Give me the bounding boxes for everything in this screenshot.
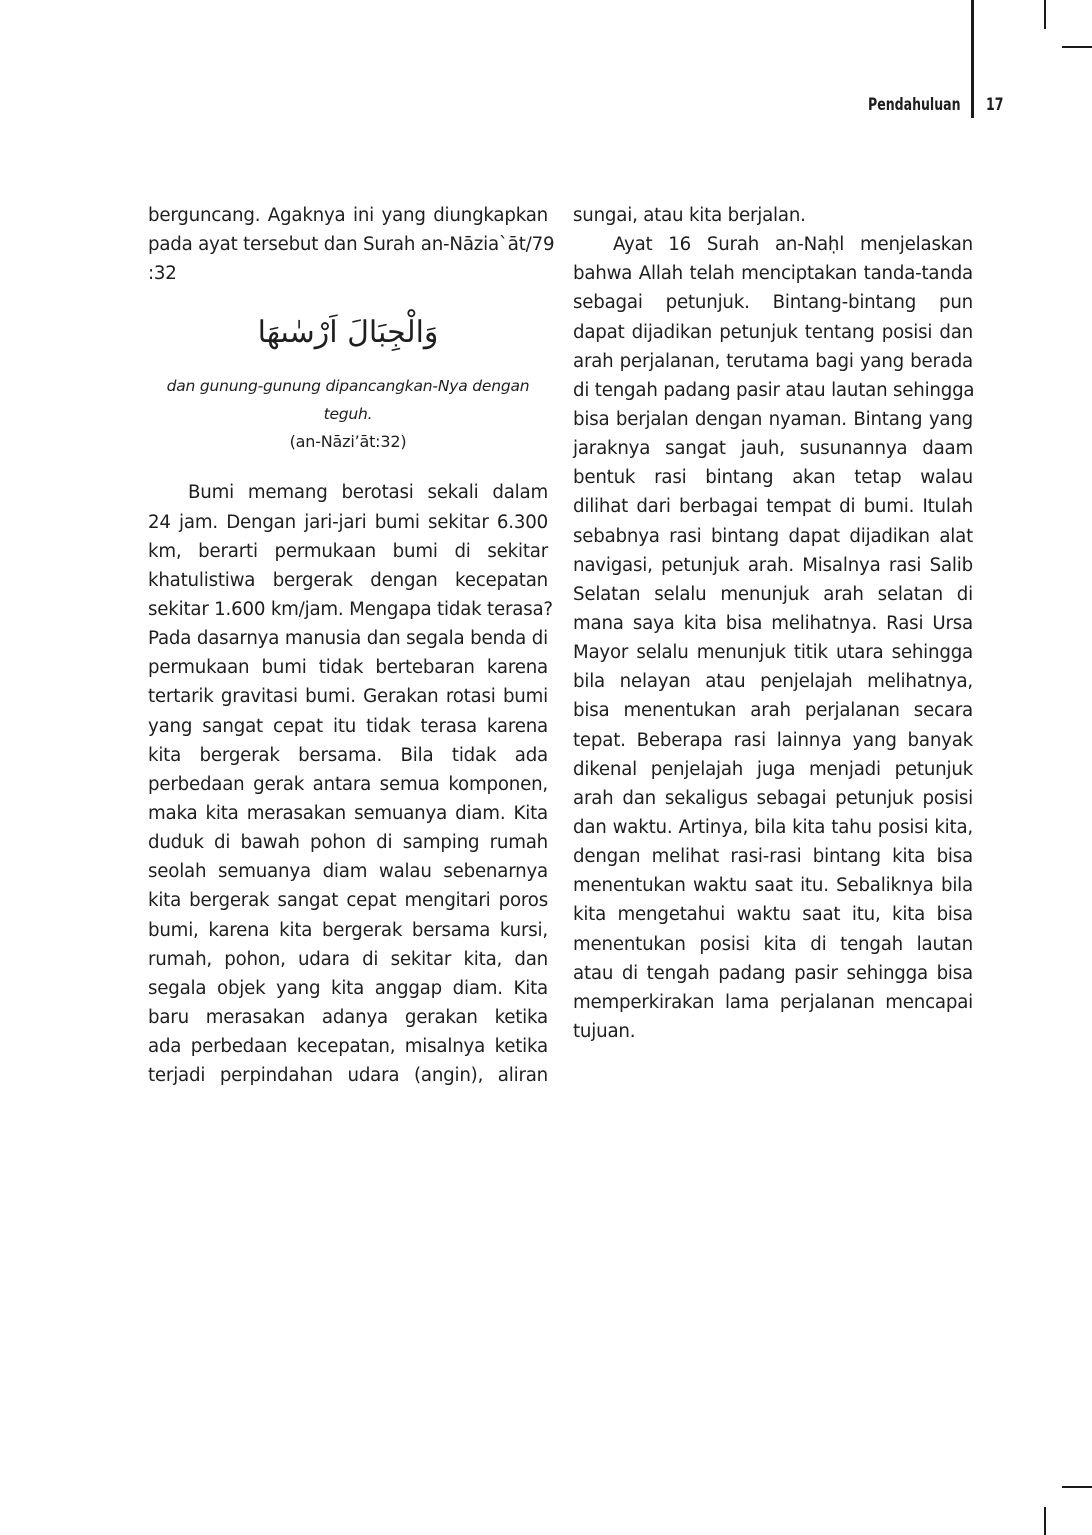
text-line: rumah, pohon, udara di sekitar kita, dan xyxy=(148,948,548,970)
text-line: jaraknya sangat jauh, susunannya daam xyxy=(573,438,973,460)
paragraph xyxy=(573,201,973,230)
paragraph xyxy=(148,478,553,1090)
left-column xyxy=(148,201,555,1090)
text-line: dan waktu. Artinya, bila kita tahu posisi kita, xyxy=(573,816,973,838)
text-line: :32 xyxy=(148,263,177,285)
text-line: sebabnya rasi bintang dapat dijadikan alat xyxy=(573,525,973,547)
text-line: khatulistiwa bergerak dengan kecepatan xyxy=(148,569,548,591)
text-line: menentukan posisi kita di tengah lautan xyxy=(573,933,973,955)
text-line: bisa berjalan dengan nyaman. Bintang yang xyxy=(573,408,973,430)
text-line: bila nelayan atau penjelajah melihatnya, xyxy=(573,671,973,693)
text-line: yang sangat cepat itu tidak terasa karena xyxy=(148,715,548,737)
text-line: sungai, atau kita berjalan. xyxy=(573,205,806,226)
text-line: perbedaan gerak antara semua komponen, xyxy=(148,773,548,795)
text-line: bumi, karena kita bergerak bersama kursi, xyxy=(148,919,548,941)
text-line: dengan melihat rasi-rasi bintang kita bisa xyxy=(573,846,973,868)
crop-mark xyxy=(1062,1486,1092,1488)
text-line: di tengah padang pasir atau lautan sehingga xyxy=(573,379,975,401)
text-line: ada perbedaan kecepatan, misalnya ketika xyxy=(148,1036,548,1058)
text-line: bahwa Allah telah menciptakan tanda-tanda xyxy=(573,263,973,285)
paragraph xyxy=(573,230,973,1046)
text-line: memperkirakan lama perjalanan mencapai xyxy=(573,991,973,1013)
text-line: navigasi, petunjuk arah. Misalnya rasi Salib xyxy=(573,554,973,576)
paragraph xyxy=(148,201,555,288)
text-line: bisa menentukan arah perjalanan secara xyxy=(573,700,973,722)
crop-mark xyxy=(1062,46,1092,48)
text-line: Bumi memang berotasi sekali dalam xyxy=(188,482,548,504)
text-line: dilihat dari berbagai tempat di bumi. Itulah xyxy=(573,496,973,518)
crop-mark xyxy=(1044,1507,1046,1535)
verse-translation: dan gunung-gunung dipancangkan-Nya dengan teguh. xyxy=(166,377,530,424)
text-line: bentuk rasi bintang akan tetap walau xyxy=(573,467,973,489)
text-line: duduk di bawah pohon di samping rumah xyxy=(148,832,548,854)
verse-reference: (an-Nāzi’āt:32) xyxy=(289,432,407,452)
text-line: kita bergerak bersama. Bila tidak ada xyxy=(148,744,548,766)
text-line: berguncang. Agaknya ini yang diungkapkan xyxy=(148,205,548,226)
quran-verse-arabic: وَالْجِبَالَ اَرْسٰىهَا xyxy=(257,315,439,351)
text-line: segala objek yang kita anggap diam. Kita xyxy=(148,977,548,999)
text-line: tepat. Beberapa rasi lainnya yang banyak xyxy=(573,729,973,751)
right-column xyxy=(573,201,973,1046)
page-number: 17 xyxy=(986,95,1004,115)
text-line: Ayat 16 Surah an-Naḥl menjelaskan xyxy=(613,234,973,256)
text-line: sekitar 1.600 km/jam. Mengapa tidak terasa? xyxy=(148,598,553,620)
text-line: 24 jam. Dengan jari-jari bumi sekitar 6.300 xyxy=(148,511,548,533)
text-line: pada ayat tersebut dan Surah an-Nāzia`āt/79 xyxy=(148,234,555,256)
text-line: permukaan bumi tidak bertebaran karena xyxy=(148,657,548,679)
text-line: arah dan sekaligus sebagai petunjuk posisi xyxy=(573,787,973,809)
text-line: seolah semuanya diam walau sebenarnya xyxy=(148,861,548,883)
text-line: dapat dijadikan petunjuk tentang posisi dan xyxy=(573,321,973,343)
text-line: maka kita merasakan semuanya diam. Kita xyxy=(148,802,548,824)
text-line: arah perjalanan, terutama bagi yang berada xyxy=(573,350,973,372)
text-line: baru merasakan adanya gerakan ketika xyxy=(148,1006,548,1028)
text-line: Pada dasarnya manusia dan segala benda di xyxy=(148,628,548,650)
text-line: sebagai petunjuk. Bintang-bintang pun xyxy=(573,292,973,314)
header-divider xyxy=(971,0,974,118)
text-line: atau di tengah padang pasir sehingga bisa xyxy=(573,962,973,984)
text-line: dikenal penjelajah juga menjadi petunjuk xyxy=(573,758,973,780)
text-line: terjadi perpindahan udara (angin), aliran xyxy=(148,1065,548,1087)
text-line: Selatan selalu menunjuk arah selatan di xyxy=(573,583,973,605)
crop-mark xyxy=(1044,0,1046,29)
text-line: kita bergerak sangat cepat mengitari poros xyxy=(148,890,548,912)
text-line: kita mengetahui waktu saat itu, kita bisa xyxy=(573,904,973,926)
text-line: Mayor selalu menunjuk titik utara sehingga xyxy=(573,642,973,664)
text-line: km, berarti permukaan bumi di sekitar xyxy=(148,540,548,562)
text-line: mana saya kita bisa melihatnya. Rasi Ursa xyxy=(573,612,973,634)
text-line: tertarik gravitasi bumi. Gerakan rotasi bumi xyxy=(148,686,548,708)
text-line: menentukan waktu saat itu. Sebaliknya bila xyxy=(573,875,973,897)
running-header-section: Pendahuluan xyxy=(868,95,961,115)
text-line: tujuan. xyxy=(573,1020,636,1042)
